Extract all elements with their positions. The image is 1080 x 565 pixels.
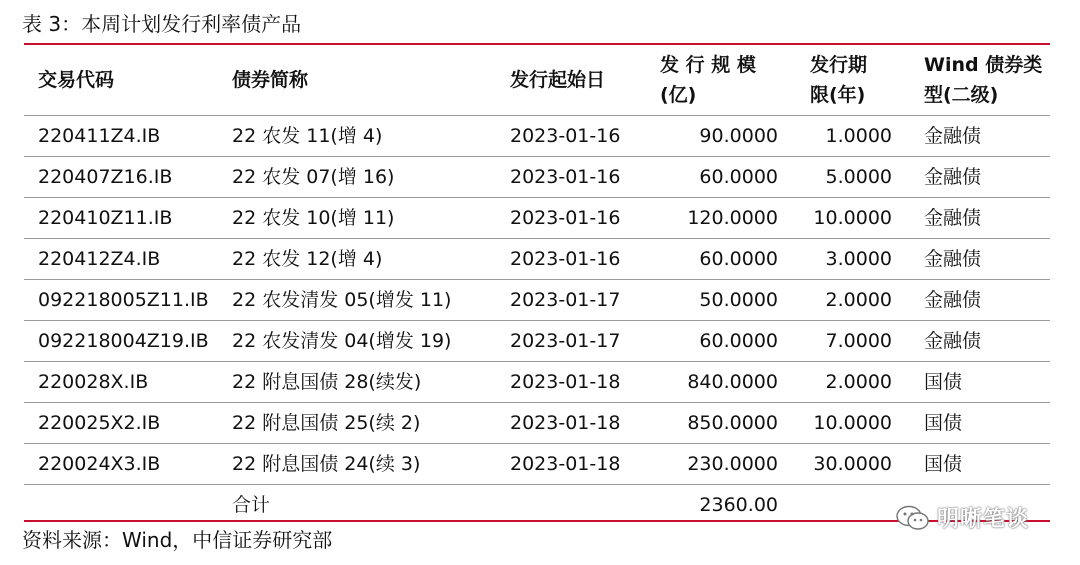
cell-type: 金融债 [910, 239, 1050, 280]
cell-type: 国债 [910, 403, 1050, 444]
cell-scale: 850.0000 [660, 403, 790, 444]
cell-code: 220024X3.IB [24, 444, 232, 485]
cell-total-label: 合计 [232, 485, 510, 526]
cell-type: 金融债 [910, 321, 1050, 362]
bond-table [24, 45, 1050, 525]
header-name: 债券简称 [232, 45, 510, 116]
cell-scale: 840.0000 [660, 362, 790, 403]
watermark [895, 502, 1029, 533]
cell-scale: 230.0000 [660, 444, 790, 485]
cell-total-empty [790, 485, 910, 526]
cell-scale: 50.0000 [660, 280, 790, 321]
cell-type: 金融债 [910, 116, 1050, 157]
cell-code: 092218005Z11.IB [24, 280, 232, 321]
table-row [24, 362, 1050, 403]
cell-name: 22 农发清发 05(增发 11) [232, 280, 510, 321]
cell-term: 2.0000 [790, 362, 910, 403]
cell-type: 金融债 [910, 157, 1050, 198]
cell-type: 金融债 [910, 198, 1050, 239]
cell-term: 1.0000 [790, 116, 910, 157]
cell-name: 22 农发 12(增 4) [232, 239, 510, 280]
table-row [24, 321, 1050, 362]
cell-scale: 60.0000 [660, 321, 790, 362]
table-row [24, 198, 1050, 239]
cell-name: 22 农发 11(增 4) [232, 116, 510, 157]
cell-date: 2023-01-17 [510, 280, 660, 321]
cell-date: 2023-01-18 [510, 444, 660, 485]
cell-term: 10.0000 [790, 198, 910, 239]
table-row [24, 280, 1050, 321]
cell-type: 国债 [910, 444, 1050, 485]
cell-term: 3.0000 [790, 239, 910, 280]
header-type-line2: 型(二级) [924, 84, 999, 106]
cell-date: 2023-01-18 [510, 362, 660, 403]
table-row [24, 403, 1050, 444]
table-row [24, 116, 1050, 157]
cell-type: 金融债 [910, 280, 1050, 321]
cell-date: 2023-01-16 [510, 239, 660, 280]
cell-term: 7.0000 [790, 321, 910, 362]
cell-code: 220407Z16.IB [24, 157, 232, 198]
cell-total-empty [24, 485, 232, 526]
header-scale [660, 45, 790, 116]
cell-scale: 120.0000 [660, 198, 790, 239]
header-term [790, 45, 910, 116]
header-scale-line1: 发 行 规 模 [660, 54, 756, 76]
cell-date: 2023-01-16 [510, 157, 660, 198]
header-term-line2: 限(年) [810, 84, 866, 106]
header-code: 交易代码 [24, 45, 232, 116]
cell-total-scale: 2360.00 [660, 485, 790, 526]
cell-name: 22 附息国债 25(续 2) [232, 403, 510, 444]
table-row [24, 239, 1050, 280]
cell-code: 220025X2.IB [24, 403, 232, 444]
cell-code: 092218004Z19.IB [24, 321, 232, 362]
cell-scale: 60.0000 [660, 157, 790, 198]
table-caption: 表 3：本周计划发行利率债产品 [22, 12, 302, 36]
cell-date: 2023-01-16 [510, 198, 660, 239]
watermark-text: 明晰笔谈 [937, 507, 1030, 532]
header-term-line1: 发行期 [810, 54, 868, 76]
cell-term: 30.0000 [790, 444, 910, 485]
cell-name: 22 农发 10(增 11) [232, 198, 510, 239]
header-scale-line2: (亿) [660, 84, 697, 106]
cell-date: 2023-01-16 [510, 116, 660, 157]
cell-name: 22 农发 07(增 16) [232, 157, 510, 198]
table-row [24, 157, 1050, 198]
cell-scale: 60.0000 [660, 239, 790, 280]
table-row [24, 444, 1050, 485]
cell-date: 2023-01-18 [510, 403, 660, 444]
cell-code: 220412Z4.IB [24, 239, 232, 280]
cell-name: 22 附息国债 24(续 3) [232, 444, 510, 485]
header-type [910, 45, 1050, 116]
cell-term: 2.0000 [790, 280, 910, 321]
cell-name: 22 附息国债 28(续发) [232, 362, 510, 403]
cell-name: 22 农发清发 04(增发 19) [232, 321, 510, 362]
cell-type: 国债 [910, 362, 1050, 403]
table-header-row [24, 45, 1050, 116]
cell-scale: 90.0000 [660, 116, 790, 157]
cell-code: 220028X.IB [24, 362, 232, 403]
header-date: 发行起始日 [510, 45, 660, 116]
cell-code: 220410Z11.IB [24, 198, 232, 239]
cell-term: 5.0000 [790, 157, 910, 198]
cell-term: 10.0000 [790, 403, 910, 444]
cell-total-empty [510, 485, 660, 526]
cell-date: 2023-01-17 [510, 321, 660, 362]
wechat-icon [895, 504, 931, 532]
source-note: 资料来源：Wind，中信证券研究部 [22, 528, 333, 552]
header-type-line1: Wind 债券类 [924, 54, 1043, 76]
cell-code: 220411Z4.IB [24, 116, 232, 157]
